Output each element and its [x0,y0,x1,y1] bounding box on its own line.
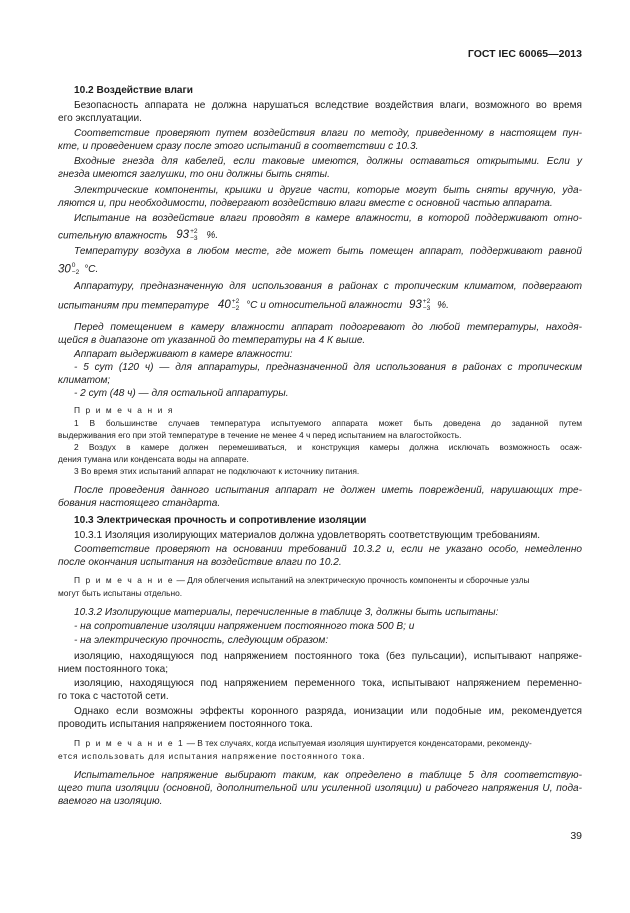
paragraph-line: Испытательное напряжение выбирают таким, как определено в таблице 5 для соответствую- [74,770,582,781]
paragraph-line: проводить испытания напряжением постоянного тока. [58,719,313,730]
paragraph-line: Безопасность аппарата не должна нарушаться вследствие воздействия влаги, возможного во время [74,100,582,111]
note-line: П р и м е ч а н и е — Для облегчения испытаний на электрическую прочность компоненты и сборочные узлы [74,575,530,585]
paragraph-line: Соответствие проверяют на основании требований 10.3.2 и, если не указано особо, немедленно [74,544,582,555]
note-line: 1 В большинстве случаев температура испытуемого аппарата может быть доведена до заданной путем [74,418,582,428]
temperature-tolerance: 0 −2 [71,262,80,276]
list-item-continued: климатом; [58,375,111,386]
paragraph-line: 10.3.2 Изолирующие материалы, перечисленные в таблице 3, должны быть испытаны: [74,607,499,618]
standard-header: ГОСТ IEC 60065—2013 [467,48,582,60]
paragraph-line: ваемого на изоляцию. [58,796,163,807]
humidity-tolerance: +2 −3 [190,228,198,242]
temperature-line: 30 0 −2 °C. [58,262,99,276]
note-line: П р и м е ч а н и е 1 — В тех случаях, когда испытуемая изоляция шунтируется конденсаторами, рекоменду- [74,738,532,748]
paragraph-line: бования настоящего стандарта. [58,498,221,509]
page-number: 39 [570,830,582,842]
paragraph-line: после окончания испытания на воздействие влаги по 10.2. [58,557,342,568]
paragraph-line: После проведения данного испытания аппарат не должен иметь повреждений, нарушающих тре- [74,485,582,496]
note-line: 3 Во время этих испытаний аппарат не подключают к источнику питания. [74,466,360,476]
notes-title: П р и м е ч а н и я [74,405,174,415]
note-line: ется использовать для испытания напряжение постоянного тока. [58,751,366,761]
paragraph-line: кте, и проведением сразу после этого испытаний в соответствии с 10.3. [58,141,419,152]
paragraph-line: Электрические компоненты, крышки и другие части, которые могут быть сняты вручную, уда- [74,185,582,196]
paragraph-line: го тока с частотой сети. [58,691,169,702]
humidity-line: сительную влажность 93 +2 −3 %. [58,228,219,242]
tropical-humidity-tolerance: +2 −3 [422,298,431,312]
paragraph-line: Однако если возможны эффекты коронного разряда, ионизации или подобные им, рекомендуется [74,706,582,717]
list-item: - на сопротивление изоляции напряжением постоянного тока 500 В; и [74,621,415,632]
paragraph-line: изоляцию, находящуюся под напряжением переменного тока, испытывают напряжением переменно- [74,678,582,689]
paragraph-line: Входные гнезда для кабелей, если таковые имеются, должны оставаться открытыми. Если у [74,156,582,167]
note-line: могут быть испытаны отдельно. [58,588,183,598]
paragraph-line: Температуру воздуха в любом месте, где может быть помещен аппарат, поддерживают равной [74,246,582,257]
list-item: - на электрическую прочность, следующим образом: [74,635,329,646]
paragraph-line: Перед помещением в камеру влажности аппарат подогревают до любой температуры, находя- [74,322,582,333]
tropical-line: испытаниям при температуре 40 +2 −2 °C и относительной влажности 93 +2 −3 %. [58,298,449,312]
section-heading-10-2: 10.2 Воздействие влаги [74,85,193,96]
paragraph-line: Аппаратуру, предназначенную для использования в районах с тропическим климатом, подвергают [74,281,582,292]
paragraph-line: гнезда имеются заглушки, то они должны быть сняты. [58,169,330,180]
paragraph-line: ляются и, при необходимости, подвергают воздействию влаги вместе с основной частью аппарата. [58,198,553,209]
tropical-temperature-tolerance: +2 −2 [231,298,240,312]
note-line: 2 Воздух в камере должен перемешиваться, и конструкция камеры должна исключать возможность осаж- [74,442,582,452]
paragraph-line: щего типа изоляции (основной, дополнительной или усиленной изоляции) и рабочего напряжения U, пода- [58,783,582,794]
paragraph-line: Аппарат выдерживают в камере влажности: [74,349,293,360]
paragraph-line: 10.3.1 Изоляция изолирующих материалов должна удовлетворять соответствующим требованиям. [74,530,541,541]
paragraph-line: изоляцию, находящуюся под напряжением постоянного тока (без пульсации), испытывают напряже- [74,651,582,662]
list-item: - 2 сут (48 ч) — для остальной аппаратуры. [74,388,289,399]
paragraph-line: его эксплуатации. [58,113,142,124]
paragraph-line: щейся в диапазоне от указанной до температуры на 4 К выше. [58,335,366,346]
paragraph-line: нием постоянного тока; [58,664,169,675]
paragraph-line: Соответствие проверяют путем воздействия влаги по методу, приведенному в настоящем пун- [74,128,582,139]
section-heading-10-3: 10.3 Электрическая прочность и сопротивление изоляции [74,515,367,526]
paragraph-line: Испытание на воздействие влаги проводят в камере влажности, в которой поддерживают отно- [74,213,582,224]
note-line: дения тумана или конденсата воды на аппарате. [58,454,249,464]
note-line: выдерживания его при этой температуре в течение не менее 4 ч перед испытанием на влагостойкость. [58,430,462,440]
list-item: - 5 сут (120 ч) — для аппаратуры, предназначенной для использования в районах с тропическим [74,362,582,373]
